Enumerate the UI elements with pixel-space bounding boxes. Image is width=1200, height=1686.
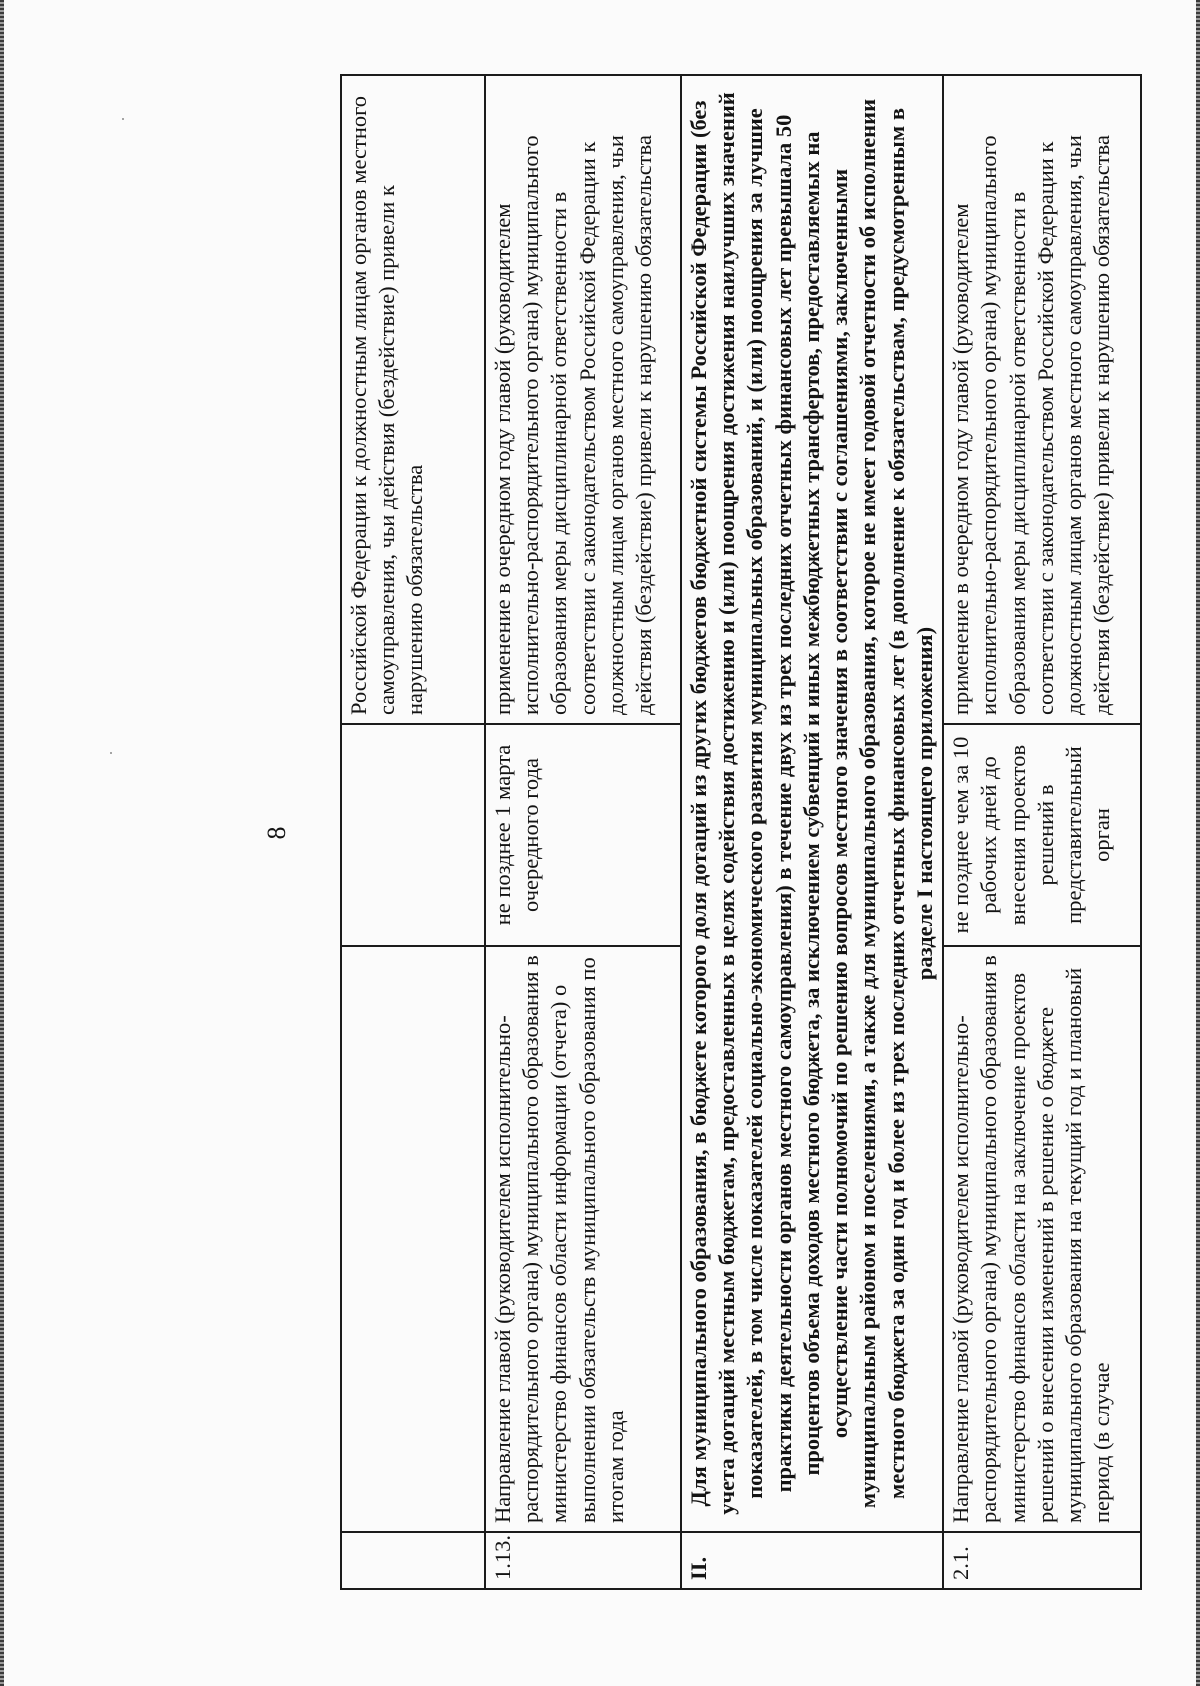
page-number: 8 bbox=[262, 826, 291, 840]
cell-condition-empty bbox=[341, 946, 485, 1532]
table-row-continuation bbox=[341, 75, 485, 1589]
scan-dust bbox=[122, 118, 124, 120]
cell-deadline: не позднее 1 марта очередного года bbox=[485, 724, 681, 946]
cell-section-title: Для муниципального образования, в бюджете которого доля дотаций из других бюджетов бюджетной системы Российской Федерации (без учета дотаций местным бюджетам, предоставленных в целях содействия достижению и (или) поощрения достижения наилучших значений показателей, в том числе показателей социально-экономического развития муниципальных образований, и (или) поощрения за лучшие практики деятельности органов местного самоуправления) в течение двух из трех последних отчетных финансовых лет превышала 50 процентов объема доходов местного бюджета, за исключением субвенций и иных межбюджетных трансфертов, предоставляемых на осуществление части полномочий по решению вопросов местного значения в соответствии с соглашениями, заключенными муниципальным районом и поселениями, а также для муниципального образования, которое не имеет годовой отчетности об исполнении местного бюджета за один год и более из трех последних отчетных финансовых лет (в дополнение к обязательствам, предусмотренным в разделе I настоящего приложения) bbox=[681, 75, 943, 1532]
rotated-document-page bbox=[170, 76, 1120, 1590]
cell-condition: Направление главой (руководителем исполнительно-распорядительного органа) муниципального образования в министерство финансов области информации (отчета) о выполнении обязательств муниципального образования по итогам года bbox=[485, 946, 681, 1532]
table-row-section-ii bbox=[681, 75, 943, 1589]
scan-dust bbox=[110, 752, 112, 754]
cell-number: 1.13. bbox=[485, 1532, 681, 1589]
table-row-2-1 bbox=[943, 75, 1141, 1589]
cell-number-empty bbox=[341, 1532, 485, 1589]
obligations-table bbox=[340, 74, 1142, 1590]
cell-condition: Направление главой (руководителем исполнительно-распорядительного органа) муниципального образования в министерство финансов области на заключение проектов решений о внесении изменений в решение о бюджете муниципального образования на текущий год и плановый период (в случае bbox=[943, 946, 1141, 1532]
scan-edge-right bbox=[1196, 0, 1200, 1686]
cell-consequence: Российской Федерации к должностным лицам органов местного самоуправления, чьи действия (бездействие) привели к нарушению обязательства bbox=[341, 75, 485, 724]
scan-edge-left bbox=[0, 0, 4, 1686]
table-row-1-13 bbox=[485, 75, 681, 1589]
cell-deadline: не позднее чем за 10 рабочих дней до внесения проектов решений в представительный орган bbox=[943, 724, 1141, 946]
cell-section-number: II. bbox=[681, 1532, 943, 1589]
cell-consequence: применение в очередном году главой (руководителем исполнительно-распорядительного органа) муниципального образования меры дисциплинарной ответственности в соответствии с законодательством Российской Федерации к должностным лицам органов местного самоуправления, чьи действия (бездействие) привели к нарушению обязательства bbox=[485, 75, 681, 724]
cell-deadline-empty bbox=[341, 724, 485, 946]
cell-number: 2.1. bbox=[943, 1532, 1141, 1589]
cell-consequence: применение в очередном году главой (руководителем исполнительно-распорядительного органа) муниципального образования меры дисциплинарной ответственности в соответствии с законодательством Российской Федерации к должностным лицам органов местного самоуправления, чьи действия (бездействие) привели к нарушению обязательства bbox=[943, 75, 1141, 724]
